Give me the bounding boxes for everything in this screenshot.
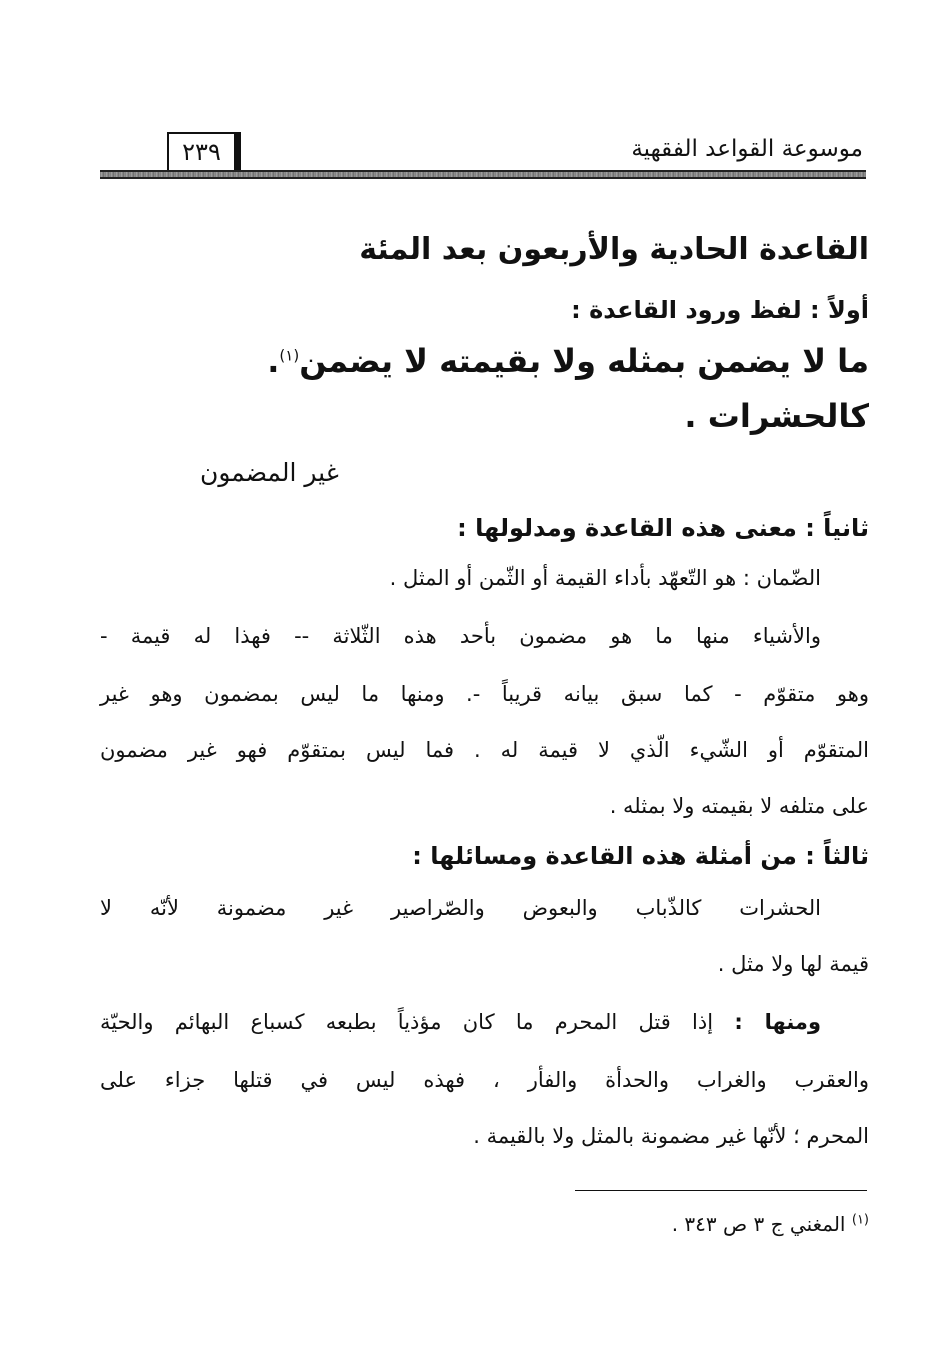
header-rule bbox=[100, 170, 866, 179]
example-line: الحشرات كالذّباب والبعوض والصّراصير غير مضمونة لأنّه لا bbox=[100, 896, 821, 920]
meaning-line: المتقوّم أو الشّيء الّذي لا قيمة له . فما ليس بمتقوّم فهو غير مضمون bbox=[100, 738, 869, 762]
running-title: موسوعة القواعد الفقهية bbox=[631, 136, 863, 162]
rule-title: القاعدة الحادية والأربعون بعد المئة bbox=[359, 232, 869, 267]
meaning-line: الضّمان : هو التّعهّد بأداء القيمة أو الثّمن أو المثل . bbox=[389, 566, 821, 590]
example-line: المحرم ؛ لأنّها غير مضمونة بالمثل ولا بالقيمة . bbox=[473, 1124, 869, 1148]
footnote-marker: (١) bbox=[279, 346, 300, 365]
meaning-line: والأشياء منها ما هو مضمون بأحد هذه الثّلاثة -- فهذا له قيمة - bbox=[100, 624, 821, 648]
example-line: قيمة لها ولا مثل . bbox=[717, 952, 869, 976]
section-heading-examples: ثالثاً : من أمثلة هذه القاعدة ومسائلها : bbox=[412, 842, 869, 870]
footnote bbox=[672, 1212, 869, 1236]
rule-wording-line1 bbox=[267, 342, 869, 380]
example-text: إذا قتل المحرم ما كان مؤذياً بطبعه كسباع البهائم والحيّة bbox=[100, 1010, 714, 1034]
handwritten-note: غير المضمون bbox=[200, 458, 339, 487]
example-line: والعقرب والغراب والحدأة والفأر ، فهذه ليس في قتلها جزاء على bbox=[100, 1068, 869, 1092]
footnote-marker: (١) bbox=[851, 1212, 869, 1228]
meaning-line: على متلفه لا بقيمته ولا بمثله . bbox=[609, 794, 869, 818]
footnote-text: المغني ج ٣ ص ٣٤٣ . bbox=[671, 1212, 846, 1236]
rule-wording-line2: كالحشرات . bbox=[684, 397, 869, 435]
footnote-separator bbox=[575, 1190, 867, 1191]
example-lead: ومنها : bbox=[734, 1010, 821, 1034]
rule-wording-period: . bbox=[267, 342, 280, 380]
page-number: ٢٣٩ bbox=[167, 132, 241, 170]
example-line bbox=[100, 1010, 869, 1034]
section-heading-meaning: ثانياً : معنى هذه القاعدة ومدلولها : bbox=[457, 514, 869, 542]
section-heading-wording: أولاً : لفظ ورود القاعدة : bbox=[571, 296, 869, 324]
rule-wording-text: ما لا يضمن بمثله ولا بقيمته لا يضمن bbox=[299, 342, 869, 380]
meaning-line: وهو متقوّم - كما سبق بيانه قريباً -. ومنها ما ليس بمضمون وهو غير bbox=[100, 682, 869, 706]
